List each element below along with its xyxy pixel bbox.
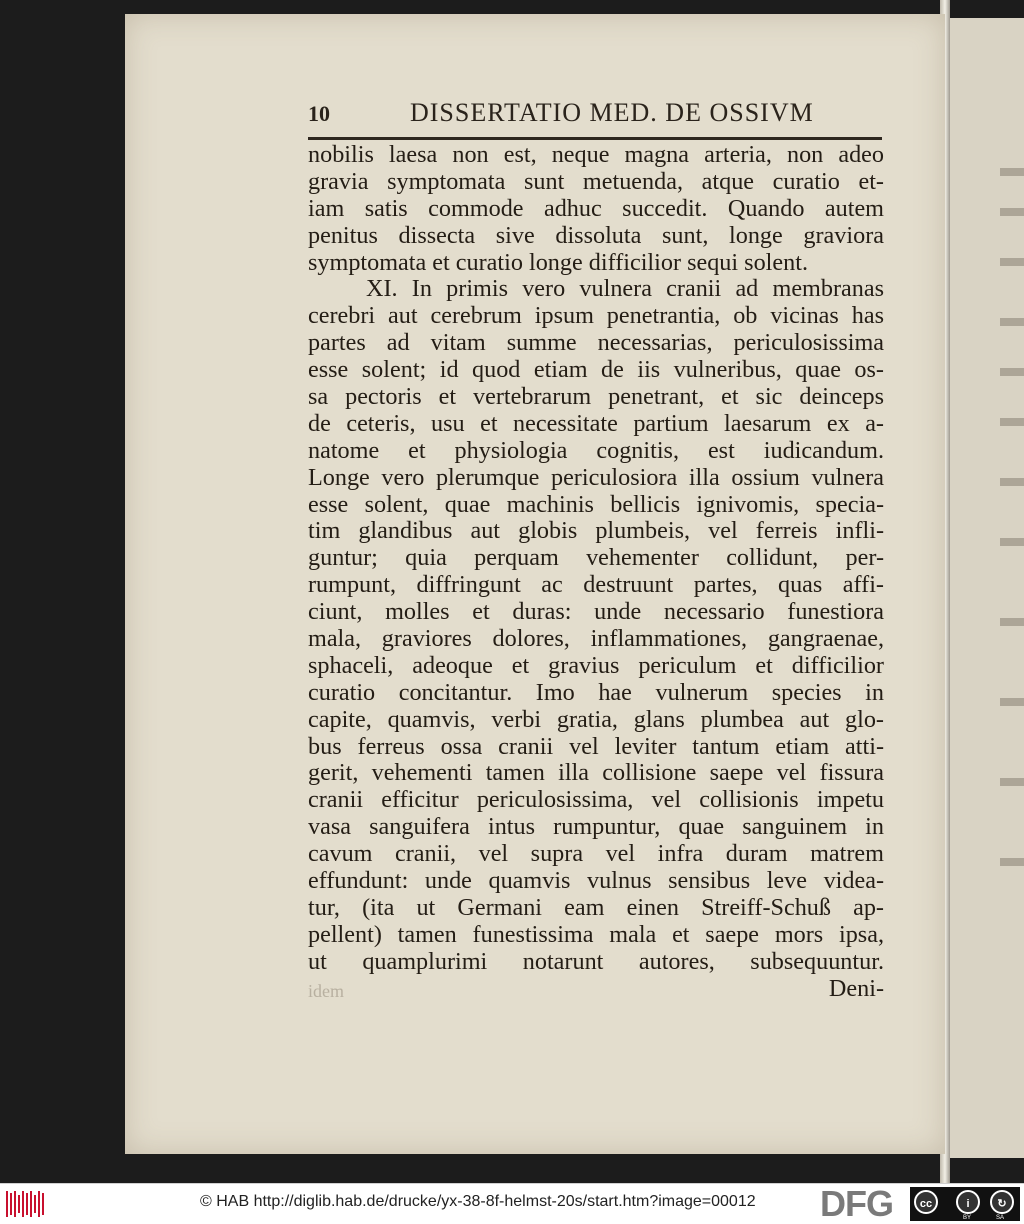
text-line: tur, (ita ut Germani eam einen Streiff-Schuß ap- xyxy=(308,894,884,921)
page-body-text xyxy=(308,142,884,1003)
text-line: ut quamplurimi notarunt autores, subsequuntur. xyxy=(308,948,884,975)
header-rule xyxy=(308,137,882,140)
text-line: cranii efficitur periculosissima, vel collisionis impetu xyxy=(308,787,884,814)
dfg-logo[interactable]: DFG xyxy=(820,1183,893,1224)
cc-icon: cc xyxy=(914,1190,938,1214)
text-line: curatio concitantur. Imo hae vulnerum species in xyxy=(308,679,884,706)
text-line: capite, quamvis, verbi gratia, glans plumbea aut glo- xyxy=(308,706,884,733)
adjacent-page-edge xyxy=(950,18,1024,1158)
text-line: symptomata et curatio longe difficilior sequi solent. xyxy=(308,249,808,276)
text-line: pellent) tamen funestissima mala et saepe mors ipsa, xyxy=(308,921,884,948)
text-line: esse solent; id quod etiam de iis vulneribus, quae os- xyxy=(308,357,884,384)
text-line: nobilis laesa non est, neque magna arteria, non adeo xyxy=(308,142,884,168)
text-line: sphaceli, adeoque et gravius periculum et difficilior xyxy=(308,652,884,679)
text-line: mala, graviores dolores, inflammationes, gangraenae, xyxy=(308,626,884,653)
text-line: guntur; quia perquam vehementer collidunt, per- xyxy=(308,545,884,572)
hab-logo-icon[interactable] xyxy=(4,1187,48,1221)
text-line: vasa sanguifera intus rumpuntur, quae sanguinem in xyxy=(308,814,884,841)
text-line: esse solent, quae machinis bellicis ignivomis, specia- xyxy=(308,491,884,518)
sa-label: SA xyxy=(996,1215,1005,1221)
cc-license-badge[interactable] xyxy=(910,1187,1020,1221)
show-through-text: idem xyxy=(308,980,344,1001)
text-line: penitus dissecta sive dissoluta sunt, longe graviora xyxy=(308,222,884,249)
text-line: de ceteris, usu et necessitate partium laesarum ex a- xyxy=(308,410,884,437)
text-line: sa pectoris et vertebrarum penetrant, et sic deinceps xyxy=(308,384,884,411)
text-line: effundunt: unde quamvis vulnus sensibus leve videa- xyxy=(308,868,884,895)
text-line: iam satis commode adhuc succedit. Quando autem xyxy=(308,195,884,222)
text-line: tim glandibus aut globis plumbeis, vel ferreis infli- xyxy=(308,518,884,545)
running-title: DISSERTATIO MED. DE OSSIVM xyxy=(410,98,814,127)
text-line: rumpunt, diffringunt ac destruunt partes, quas affi- xyxy=(308,572,884,599)
text-line: ciunt, molles et duras: unde necessario funestiora xyxy=(308,599,884,626)
text-line: gerit, vehementi tamen illa collisione saepe vel fissura xyxy=(308,760,884,787)
viewer-footer xyxy=(0,1183,1024,1224)
text-line: cerebri aut cerebrum ipsum penetrantia, ob vicinas has xyxy=(308,303,884,330)
text-line: gravia symptomata sunt metuenda, atque curatio et- xyxy=(308,168,884,195)
page-header xyxy=(308,98,883,132)
sa-share-alike-icon: ↻ xyxy=(990,1190,1014,1214)
text-line: Deni- xyxy=(828,975,884,1002)
page-number: 10 xyxy=(308,101,330,126)
text-line: bus ferreus ossa cranii vel leviter tantum etiam atti- xyxy=(308,733,884,760)
citation-link[interactable]: © HAB http://diglib.hab.de/drucke/yx-38-8f-helmst-20s/start.htm?image=00012 xyxy=(200,1193,756,1210)
text-line: partes ad vitam summe necessarias, periculosissima xyxy=(308,330,884,357)
by-attribution-icon: i xyxy=(956,1190,980,1214)
text-line: natome et physiologia cognitis, est iudicandum. xyxy=(308,437,884,464)
text-line: Longe vero plerumque periculosiora illa ossium vulnera xyxy=(308,464,884,491)
text-line: XI. In primis vero vulnera cranii ad membranas xyxy=(366,276,884,303)
by-label: BY xyxy=(963,1215,972,1221)
text-line: cavum cranii, vel supra vel infra duram matrem xyxy=(308,841,884,868)
